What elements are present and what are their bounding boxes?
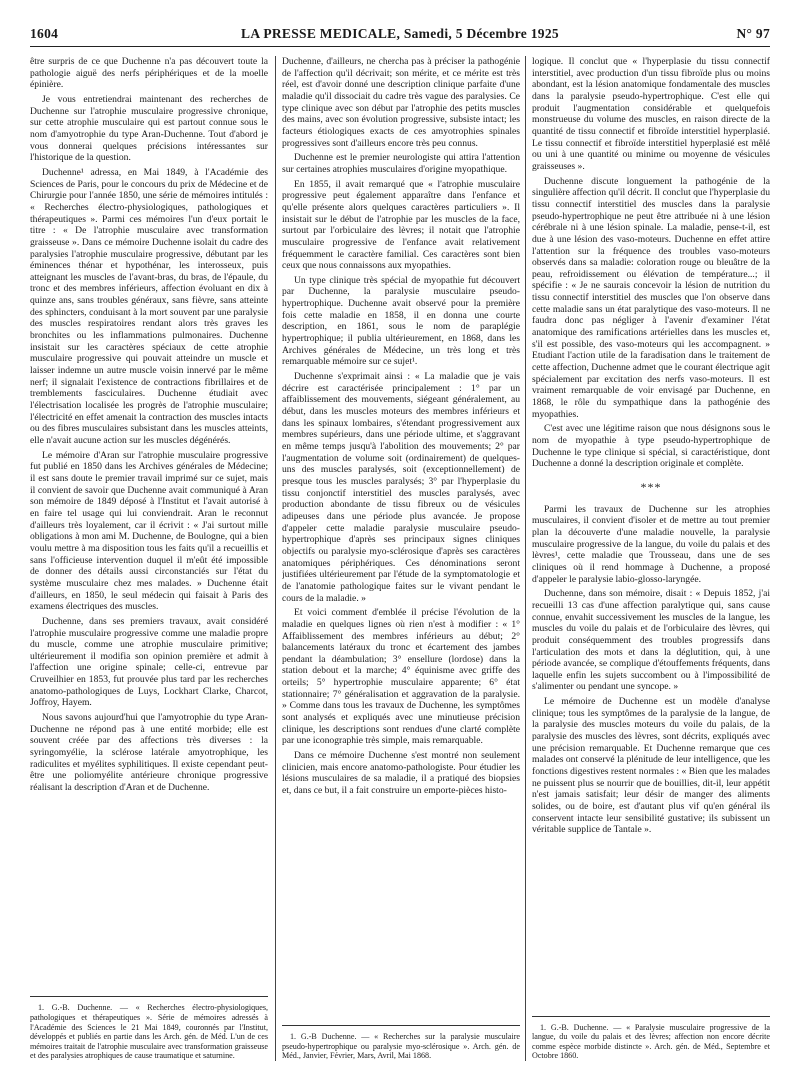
footnotes — [532, 1016, 770, 1061]
footnotes — [30, 996, 268, 1061]
footnotes — [282, 1025, 520, 1061]
section-separator: *** — [640, 479, 662, 494]
paragraph: Duchenne est le premier neurologiste qui attira l'attention sur certaines atrophies musculaires d'origine myopathique. — [282, 152, 520, 175]
paragraph: Le mémoire d'Aran sur l'atrophie musculaire progressive fut publié en 1850 dans les Archives générales de Médecine; il est sans doute le premier travail imprimé sur ce sujet, mais il convient de savoir que Duchenne avait communiqué à Aran son mémoire de 1849 déposé à l'Institut et l'avait autorisé à en faire tel usage qui lui conviendrait. Aran le reconnut d'ailleurs très loyalement, car il écrivit : « J'ai surtout mille obligations à mon ami M. Duchenne, de Boulogne, qui a bien voulu mettre à ma disposition tous les faits qu'il a recueillis et sans l'officieuse intervention duquel il m'eût été impossible de donner des détails aussi circonstanciés sur l'état du système musculaire chez mes malades. » Duchenne était d'ailleurs, en 1850, le seul médecin qui faisait à Paris des examens électriques des muscles. — [30, 449, 268, 613]
column-1 — [30, 56, 268, 1061]
column-divider — [525, 56, 526, 1061]
footnote: 1. G.-B. Duchenne. — « Paralysie musculaire progressive de la langue, du voile du palais et des lèvres; affection non encore décrite comme espèce morbide distincte ». Arch. gén. de Méd., Septembre et Octobre 1860. — [532, 1022, 770, 1061]
paragraph: En 1855, il avait remarqué que « l'atrophie musculaire progressive peut également apparaître dans l'enfance et qu'elle présente alors quelques caractères particuliers ». Il insistait sur le début de l'atrophie par les muscles de la face, surtout par l'orbiculaire des lèvres; il notait que l'atrophie musculaire progressive de l'enfance avait relativement fréquemment le caractère familial. Ces caractères sont bien ceux que nous connaissons aux myopathies. — [282, 178, 520, 272]
paragraph: être surpris de ce que Duchenne n'a pas découvert toute la pathologie aiguë des nerfs périphériques et de la moelle épinière. — [30, 56, 268, 91]
paragraph: C'est avec une légitime raison que nous désignons sous le nom de myopathie à type pseudo-hypertrophique de Duchenne le type clinique si spécial, si caractéristique, dont Duchenne a donné la description originale et complète. — [532, 423, 770, 470]
footnote: 1. G.-B. Duchenne. — « Recherches électro-physiologiques, pathologiques et thérapeutiques ». Série de mémoires adressés à l'Académie des Sciences le 21 Mai 1849, couronnés par l'Institut, développés et publiés en partie dans les Arch. gén. de Méd. L'un de ces mémoires traitait de l'atrophie musculaire avec transformation graisseuse et des paralysies atrophiques de cause traumatique et saturnine. — [30, 1003, 268, 1061]
issue-number: N° 97 — [736, 26, 770, 41]
paragraph: Le mémoire de Duchenne est un modèle d'analyse clinique; tous les symptômes de la paralysie de la langue, de la paralysie des muscles moteurs du voile du palais, de la paralysie des muscles des lèvres, sont décrits, expliqués avec une précision remarquable. Et Duchenne remarque que ces malades ont conservé la plénitude de leur intelligence, que les fonctions digestives restent normales : « Bien que les malades ne puissent plus se nourrir que de bouillies, dit-il, leur appétit n'est jamais satisfait; leur désir de manger des aliments solides, ou de boire, est d'autant plus vif qu'en général ils conservent intacte leur sensibilité gustative; ils subissent un véritable supplice de Tantale ». — [532, 696, 770, 836]
column-3 — [532, 56, 770, 1061]
paragraph: Duchenne, dans son mémoire, disait : « Depuis 1852, j'ai recueilli 13 cas d'une affection paralytique qui, sans cause connue, envahit successivement les muscles de la langue, les muscles du voile du palais et de l'orbiculaire des lèvres, qui produit conséquemment des troubles progressifs dans l'articulation des mots et dans la déglutition, qui, à une période avancée, se complique d'étouffements fréquents, dans laquelle enfin les sujets succombent ou à l'impossibilité de s'alimenter ou pendant une syncope. » — [532, 588, 770, 693]
paragraph: Duchenne, dans ses premiers travaux, avait considéré l'atrophie musculaire progressive comme une maladie propre du muscle, comme une atrophie musculaire primitive; ultérieurement il modifia son opinion première et admit à l'affection une origine spinale; celle-ci, entrevue par Cruveilhier en 1853, fut prouvée plus tard par les recherches anatomo-pathologiques de Luys, Lockhart Clarke, Charcot, Joffroy, Hayem. — [30, 615, 268, 709]
paragraph: Duchenne s'exprimait ainsi : « La maladie que je vais décrire est caractérisée principalement : 1° par un affaiblissement des mouvements, siégeant généralement, au début, dans les muscles moteurs des membres inférieurs et dans les spinaux lombaires, s'étendant progressivement aux membres supérieurs, dans une période ultime, et s'aggravant en même temps jusqu'à l'abolition des mouvements; 2° par l'augmentation de volume soit (ordinairement) de quelques-uns des muscles paralysés, soit (exceptionnellement) de presque tous les muscles paralysés; 3° par l'hyperplasie du tissu conjonctif interstitiel des muscles paralysés, avec production abondante de tissu fibreux ou de vésicules adipeuses dans une période plus avancée. Je propose d'appeler cette maladie paralysie musculaire pseudo-hypertrophique d'après ses principaux signes cliniques objectifs ou paralysie myo-sclérosique d'après ses caractères anatomiques périphériques. Ces dénominations seront justifiées ultérieurement par l'étude de la symptomatologie et de l'anatomie pathologique faites sur le vivant pendant le cours de la maladie. » — [282, 371, 520, 604]
journal-title: LA PRESSE MEDICALE, Samedi, 5 Décembre 1925 — [241, 26, 559, 41]
paragraph: logique. Il conclut que « l'hyperplasie du tissu connectif interstitiel, avec production d'un tissu fibroïde plus ou moins abondant, est la lésion anatomique fondamentale des muscles dans la paralysie pseudo-hypertrophique. C'est elle qui produit l'augmentation considérable et quelquefois monstrueuse du volume des muscles, en raison directe de la quantité de tissu connectif et fibroïde interstitiel hyperplasié. Le tissu connectif et fibroïde interstitiel hyperplasié est mêlé ou uni à une quantité ou minime ou moyenne de vésicules graisseuses ». — [532, 56, 770, 172]
paragraph: Nous savons aujourd'hui que l'amyotrophie du type Aran-Duchenne ne répond pas à une entité morbide; elle est souvent créée par des affections très diverses : la syringomyélie, la sclérose latérale amyotrophique, les radiculites et myélites syphilitiques. Il existe cependant peut-être une poliomyélite antérieure chronique progressive réalisant la description d'Aran et de Duchenne. — [30, 712, 268, 794]
paragraph: Et voici comment d'emblée il précise l'évolution de la maladie en quelques lignes où rien n'est à modifier : « 1° Affaiblissement des membres inférieurs au début; 2° balancements latéraux du tronc et écartement des jambes pendant la déambulation; 3° ensellure (lordose) dans la station debout et la marche; 4° équinisme avec griffe des orteils; 5° hypertrophie musculaire apparente; 6° état stationnaire; 7° généralisation et aggravation de la paralysie. » Comme dans tous les travaux de Duchenne, les symptômes sont analysés et expliqués avec une minutieuse précision clinique, les descriptions sont rendues d'une clarté complète par une iconographie très simple, mais remarquable. — [282, 607, 520, 747]
paragraph: Duchenne¹ adressa, en Mai 1849, à l'Académie des Sciences de Paris, pour le concours du prix de Médecine et de Chirurgie pour l'année 1850, une série de mémoires intitulés : « Recherches électro-physiologiques, pathologiques et thérapeutiques ». Parmi ces mémoires l'un d'eux portait le titre : « De l'atrophie musculaire avec transformation graisseuse ». Dans ce mémoire Duchenne isolait du cadre des paralysies l'atrophie musculaire progressive, débutant par les éminences thénar et hypothénar, les interosseux, puis atteignant les muscles de l'avant-bras, du bras, de l'épaule, du tronc et des membres inférieurs, affection évoluant en dix à quinze ans, sans troubles généraux, sans fièvre, sans atteinte des sphincters, conduisant à la mort souvent par une paralysie des muscles respiratoires rendant alors très graves les bronchites ou les inflammations pulmonaires. Duchenne insistait sur les caractères spéciaux de cette atrophie musculaire progressive qui pouvait atteindre un muscle et laisser indemne un autre muscle voisin innervé par le même nerf; il signalait l'existence de contractions fibrillaires et de tremblements fasciculaires. Duchenne étudiait avec l'électrisation localisée les progrès de l'atrophie musculaire; l'électricité en effet amenait la contraction des muscles intacts ou des fibres musculaires subsistant dans les muscles atteints, elle n'avait aucune action sur les muscles dégénérés. — [30, 166, 268, 446]
paragraph: Duchenne, d'ailleurs, ne chercha pas à préciser la pathogénie de l'affection qu'il décrivait; son mérite, et ce mérite est très réel, est d'avoir donné une description clinique parfaite d'une maladie qu'il dissociait du cadre très vague des paralysies. Ce type clinique avec son début par l'atrophie des petits muscles des mains, avec son évolution progressive, subsiste intact; les facteurs étiologiques exacts de ces amyotrophies spinales progressives sont d'ailleurs encore très peu connus. — [282, 56, 520, 149]
paragraph: Je vous entretiendrai maintenant des recherches de Duchenne sur l'atrophie musculaire progressive chronique, sur cette atrophie musculaire qui est partout connue sous le nom d'amyotrophie du type Aran-Duchenne. Tout d'abord je vous donnerai quelques précisions intéressantes sur l'historique de la question. — [30, 93, 268, 164]
page-header — [30, 26, 770, 47]
page-number: 1604 — [30, 26, 59, 41]
paragraph: Dans ce mémoire Duchenne s'est montré non seulement clinicien, mais encore anatomo-pathologiste. Pour étudier les lésions musculaires de sa maladie, il a pratiqué des biopsies et, dans ce but, il a fait construire un emporte-pièces histo- — [282, 750, 520, 797]
paragraph: Parmi les travaux de Duchenne sur les atrophies musculaires, il convient d'isoler et de mettre au tout premier plan la découverte d'une maladie nouvelle, la paralysie musculaire progressive de la langue, du voile du palais et des lèvres¹, cette maladie que Trousseau, dans une de ses cliniques où il rend hommage à Duchenne, a proposé d'appeler le paralysie labio-glosso-laryngée. — [532, 503, 770, 585]
footnote: 1. G.-B Duchenne. — « Recherches sur la paralysie musculaire pseudo-hypertrophique ou paralysie myo-sclérosique ». Arch. gén. de Méd., Janvier, Février, Mars, Avril, Mai 1868. — [282, 1032, 520, 1061]
paragraph: Un type clinique très spécial de myopathie fut découvert par Duchenne, la paralysie musculaire pseudo-hypertrophique. Duchenne avait observé pour la première fois cette maladie en 1858, il en donna une courte description, en 1861, sous le nom de paraplégie hypertrophique; il publia ultérieurement, en 1868, dans les Archives générales de Médecine, un très long et très remarquable mémoire sur ce sujet¹. — [282, 274, 520, 368]
paragraph: Duchenne discute longuement la pathogénie de la singulière affection qu'il décrit. Il conclut que l'hyperplasie du tissu connectif interstitiel des muscles dans la paralysie pseudo-hypertrophique ne peut être attribuée ni à une lésion cérébrale ni à une lésion spinale. La maladie, pense-t-il, est due à une lésion des vaso-moteurs. Duchenne en effet attire l'attention sur la fréquence des troubles vaso-moteurs observés dans sa maladie: coloration rouge ou bleuâtre de la peau, refroidissement ou élévation de température...; il spécifie : « Je ne saurais concevoir la lésion de nutrition du tissu connectif interstitiel des muscles que l'on observe dans cette maladie sans un état paralytique des vaso-moteurs. Il ne faudra donc pas négliger à l'avenir d'examiner l'état anatomique des ramifications artérielles dans les muscles et, s'il est possible, des vaso-moteurs qui les accompagnent. » Etudiant l'action utile de la faradisation dans le traitement de cette affection, Duchenne admet que le courant électrique agit spécialement par excitation des nerfs vaso-moteurs. Il est vraiment remarquable de voir envisagé par Duchenne, en 1868, le rôle du sympathique dans la pathogénie des myopathies. — [532, 175, 770, 420]
column-2 — [282, 56, 520, 1061]
column-divider — [275, 56, 276, 1061]
